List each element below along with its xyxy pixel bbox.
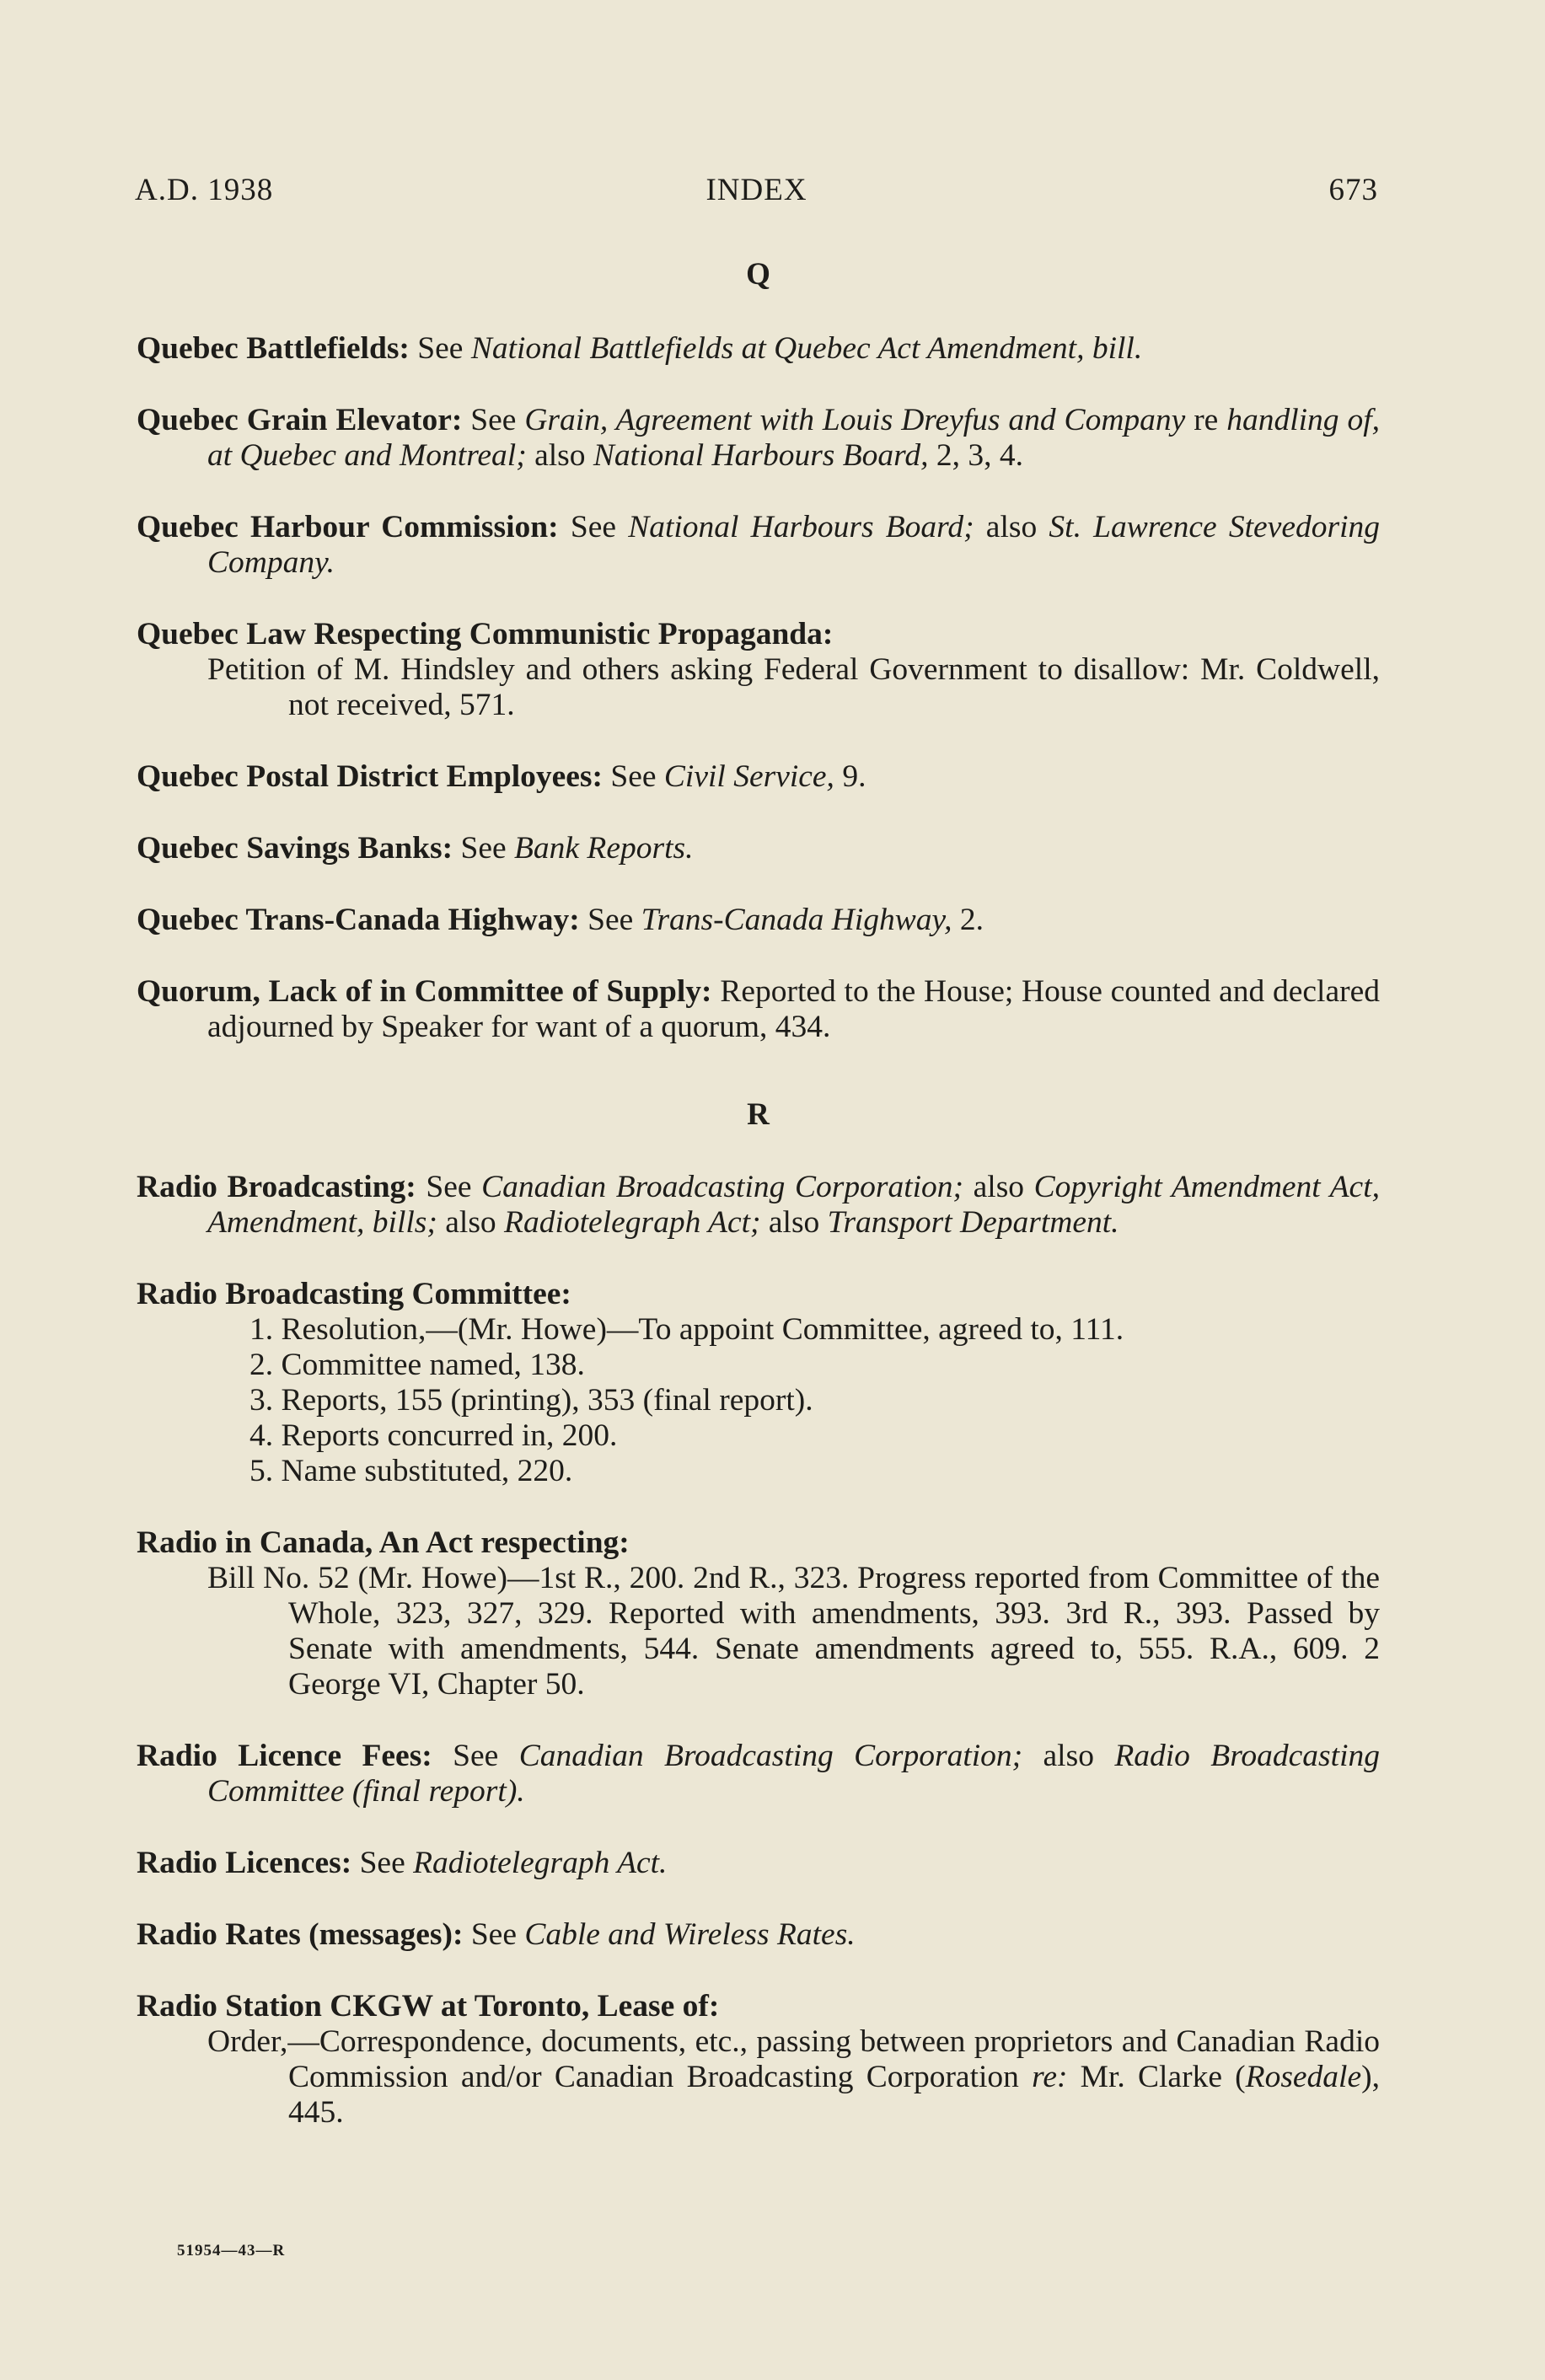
numbered-item: 5. Name substituted, 220. <box>249 1454 573 1488</box>
entry-heading: Quebec Grain Elevator: <box>137 403 463 437</box>
numbered-item: 2. Committee named, 138. <box>249 1348 585 1382</box>
entry-text: also <box>974 510 1049 544</box>
index-entry <box>137 1277 1380 1489</box>
entry-reference: Rosedale <box>1245 2060 1362 2094</box>
entry-text: also <box>526 438 593 473</box>
index-entry <box>137 759 1380 795</box>
entry-heading: Quebec Savings Banks: <box>137 831 453 866</box>
entry-reference: Radiotelegraph Act. <box>413 1846 668 1880</box>
entry-subentry: Petition of M. Hindsley and others asking Federal Government to disallow: Mr. Coldwell, not received, 571. <box>207 652 1380 722</box>
numbered-item: 1. Resolution,—(Mr. Howe)—To appoint Committee, agreed to, 111. <box>249 1312 1124 1347</box>
index-entry <box>137 331 1380 367</box>
entry-text: See <box>558 510 629 544</box>
entry-heading: Radio Broadcasting Committee: <box>137 1277 571 1311</box>
entry-text: re <box>1185 403 1227 437</box>
entry-text: See <box>462 403 525 437</box>
index-entry <box>137 831 1380 866</box>
index-entry <box>137 403 1380 474</box>
entry-text: Reported to the House; House counted and declared adjourned by Speaker for want of a quorum, 434. <box>207 974 1381 1044</box>
printer-code: 51954—43—R <box>177 2242 286 2259</box>
entry-heading: Quebec Law Respecting Communistic Propaganda: <box>137 617 834 651</box>
entry-heading: Radio Licences: <box>137 1846 352 1880</box>
entry-heading: Quorum, Lack of in Committee of Supply: <box>137 974 712 1009</box>
entry-subentry: Bill No. 52 (Mr. Howe)—1st R., 200. 2nd R., 323. Progress reported from Committee of the Whole, 323, 327, 329. Reported with amendments, 393. 3rd R., 393. Passed by Senate with amendments, 544. Senate amendments agreed to, 555. R.A., 609. 2 George VI, Chapter 50. <box>207 1561 1380 1702</box>
numbered-item: 3. Reports, 155 (printing), 353 (final report). <box>249 1383 813 1418</box>
entry-subentry <box>137 2024 1380 2131</box>
entry-reference: Canadian Broadcasting Corporation; <box>518 1739 1023 1773</box>
entry-heading: Radio Licence Fees: <box>137 1739 432 1773</box>
entry-text: See <box>579 903 641 937</box>
entry-text: See <box>453 831 514 866</box>
entry-heading: Quebec Battlefields: <box>137 331 410 366</box>
entry-reference: National Harbours Board; <box>628 510 974 544</box>
header-year: A.D. 1938 <box>135 173 274 207</box>
page-header <box>135 172 1378 212</box>
index-content <box>137 257 1380 2167</box>
index-entry <box>137 1739 1380 1809</box>
entry-heading: Radio Station CKGW at Toronto, Lease of: <box>137 1989 720 2024</box>
index-entry <box>137 1846 1380 1881</box>
entry-text: Mr. Clarke ( <box>1067 2060 1246 2094</box>
index-entry <box>137 510 1380 581</box>
entry-reference: Civil Service, <box>663 759 834 794</box>
entry-text: ), 445. <box>288 2060 1380 2130</box>
entry-reference: Trans-Canada Highway, <box>641 903 952 937</box>
entry-heading: Quebec Postal District Employees: <box>137 759 604 794</box>
entry-reference: National Harbours Board, <box>593 438 929 473</box>
index-entry <box>137 1917 1380 1953</box>
numbered-item: 4. Reports concurred in, 200. <box>249 1418 618 1453</box>
entry-text: See <box>603 759 664 794</box>
index-entry <box>137 1989 1380 2131</box>
entry-heading: Quebec Trans-Canada Highway: <box>137 903 580 937</box>
entry-heading: Radio in Canada, An Act respecting: <box>137 1525 630 1560</box>
entry-reference: Canadian Broadcasting Corporation; <box>481 1170 964 1204</box>
entry-text: See <box>463 1917 525 1952</box>
entry-reference: Radiotelegraph Act; <box>504 1205 761 1240</box>
entry-reference: re: <box>1032 2060 1068 2094</box>
entry-text: also <box>1022 1739 1115 1773</box>
entry-heading: Radio Rates (messages): <box>137 1917 464 1952</box>
entry-heading: Quebec Harbour Commission: <box>137 510 559 544</box>
entry-reference: Radio Broadcasting Committee (final report). <box>207 1739 1380 1809</box>
entry-text: See <box>409 331 471 366</box>
entry-text: also <box>760 1205 828 1240</box>
entry-heading: Radio Broadcasting: <box>137 1170 416 1204</box>
index-entry <box>137 1170 1380 1241</box>
entry-reference: St. Lawrence Stevedoring Company. <box>207 510 1380 580</box>
entry-reference: Copyright Amendment Act, Amendment, bills; <box>207 1170 1380 1240</box>
entry-text: 2. <box>952 903 984 937</box>
entry-reference: Transport Department. <box>827 1205 1119 1240</box>
entry-text: See <box>432 1739 519 1773</box>
entry-text: 9. <box>834 759 866 794</box>
section-letter-r: R <box>747 1097 770 1132</box>
entry-text: See <box>351 1846 414 1880</box>
entry-text: See <box>416 1170 482 1204</box>
entry-text: 2, 3, 4. <box>928 438 1024 473</box>
entry-reference: Bank Reports. <box>514 831 694 866</box>
index-entry <box>137 903 1380 938</box>
index-entry <box>137 974 1380 1045</box>
entry-reference: Cable and Wireless Rates. <box>524 1917 856 1952</box>
entry-text: also <box>437 1205 505 1240</box>
header-title: INDEX <box>705 173 807 207</box>
header-page-number: 673 <box>1328 173 1378 207</box>
entry-text: Order,—Correspondence, documents, etc., passing between proprietors and Canadian Radio Commission and/or Canadian Broadcasting Corporation <box>207 2024 1380 2094</box>
index-entry <box>137 617 1380 723</box>
section-letter-q: Q <box>746 257 770 292</box>
entry-reference: Grain, Agreement with Louis Dreyfus and Company <box>524 403 1186 437</box>
entry-reference: National Battlefields at Quebec Act Amendment, bill. <box>470 331 1143 366</box>
index-entry <box>137 1525 1380 1702</box>
entry-reference: handling of, at Quebec and Montreal; <box>207 403 1380 473</box>
entry-text: also <box>963 1170 1034 1204</box>
